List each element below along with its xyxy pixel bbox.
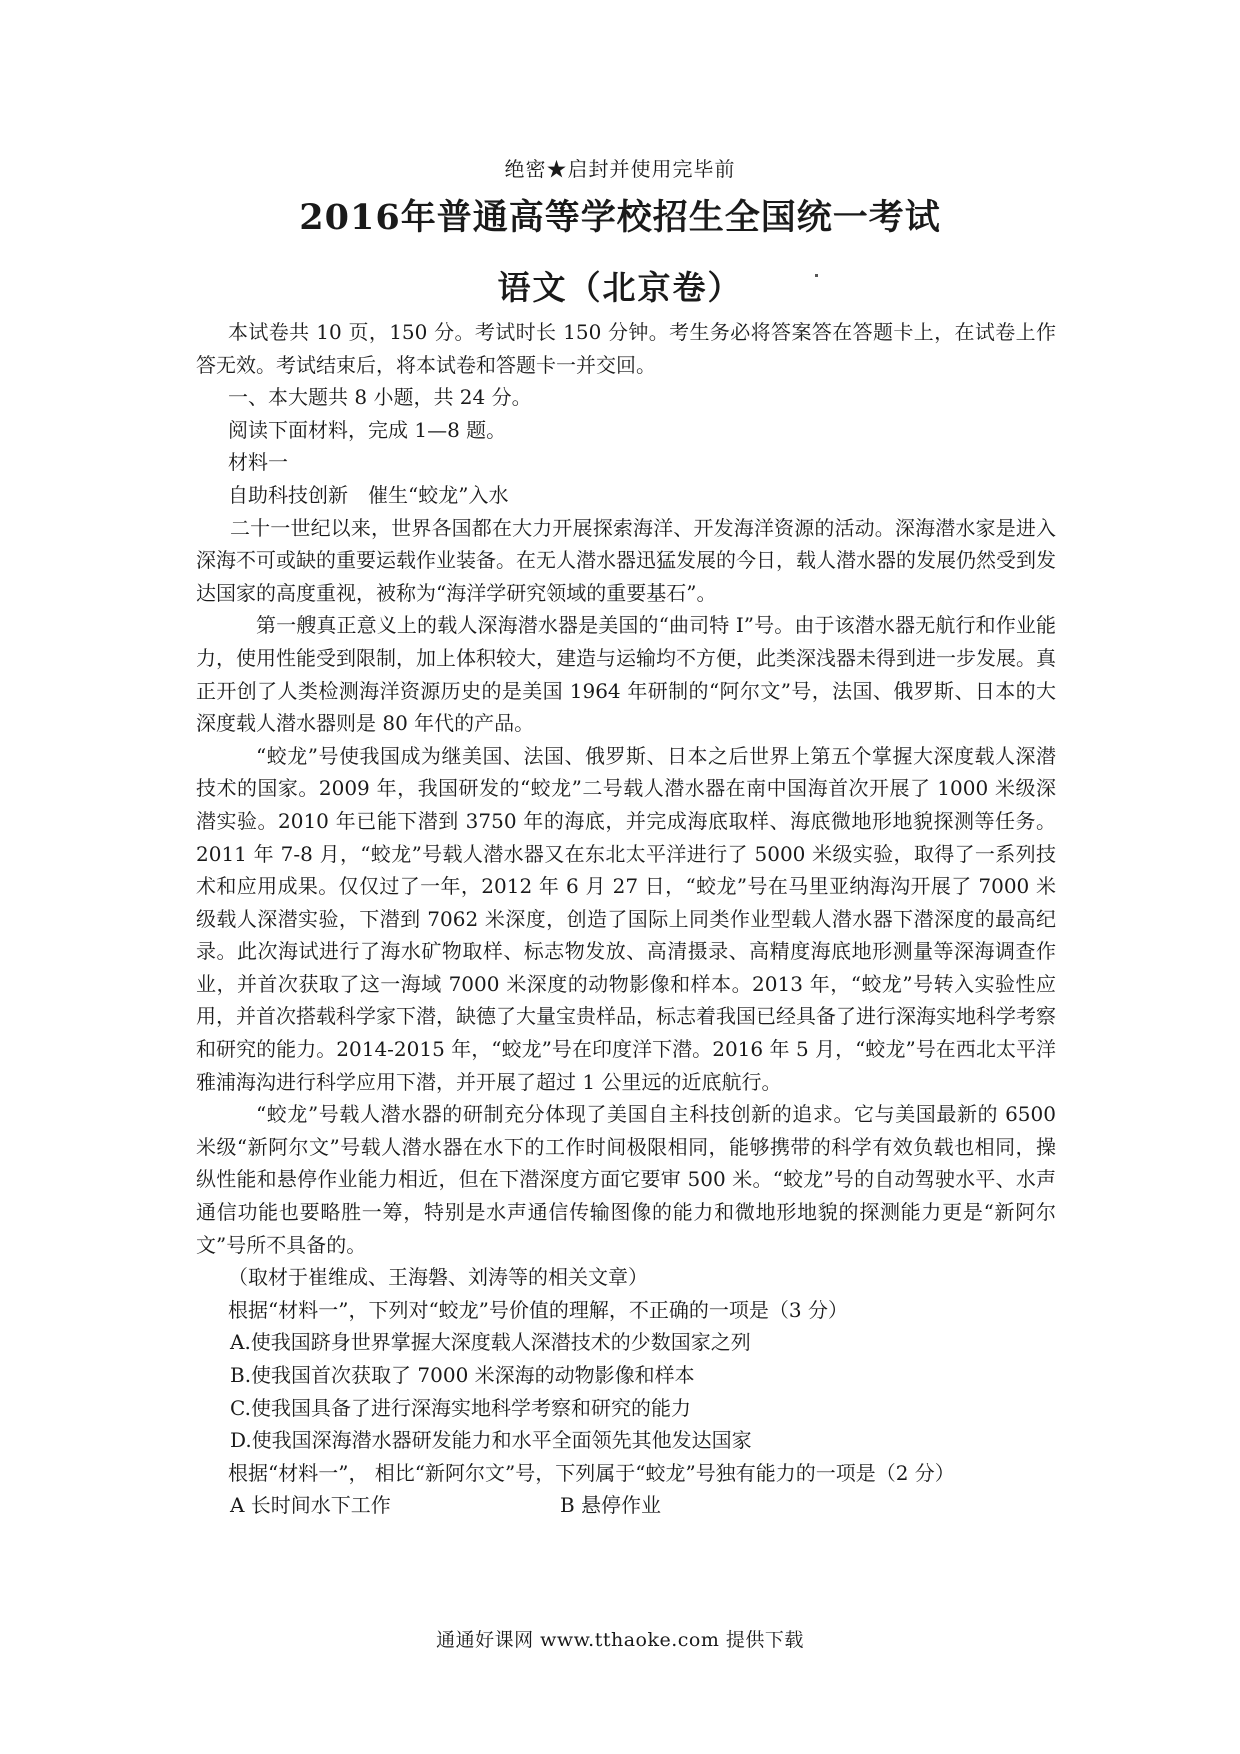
question-2-stem: 根据“材料一”， 相比“新阿尔文”号，下列属于“蛟龙”号独有能力的一项是（2 分）: [228, 1460, 955, 1485]
material-label: 材料一: [228, 450, 288, 475]
question-2-option-b: B 悬停作业: [560, 1493, 662, 1518]
confidential-notice: 绝密★启封并使用完毕前: [504, 157, 736, 181]
material-title: 自助科技创新 催生“蛟龙”入水: [228, 482, 509, 507]
question-1-option-a: A.使我国跻身世界掌握大深度载人深潜技术的少数国家之列: [230, 1330, 751, 1355]
footer-source: 通通好课网 www.tthaoke.com 提供下载: [436, 1629, 804, 1651]
material-paragraph: “蛟龙”号载人潜水器的研制充分体现了美国自主科技创新的追求。它与美国最新的 6500 米级“新阿尔文”号载人潜水器在水下的工作时间极限相同，能够携带的科学有效负载也相同，操纵性能和悬停作业能力相近，但在下潜深度方面它要审 500 米。“蛟龙”号的自动驾驶水平、水声通信功能也要略胜一筹，特别是水声通信传输图像的能力和微地形地貌的探测能力更是“新阿尔文”号所不具备的。: [196, 1102, 1056, 1257]
material-paragraph: “蛟龙”号使我国成为继美国、法国、俄罗斯、日本之后世界上第五个掌握大深度载人深潜技术的国家。2009 年，我国研发的“蛟龙”二号载人潜水器在南中国海首次开展了 1000 米级深潜实验。2010 年已能下潜到 3750 年的海底，并完成海底取样、海底微地形地貌探测等任务。2011 年 7-8 月，“蛟龙”号载人潜水器又在东北太平洋进行了 5000 米级实验，取得了一系列技术和应用成果。仅仅过了一年，2012 年 6 月 27 日，“蛟龙”号在马里亚纳海沟开展了 7000 米级载人深潜实验，下潜到 7062 米深度，创造了国际上同类作业型载人潜水器下潜深度的最高纪录。此次海试进行了海水矿物取样、标志物发放、高清摄录、高精度海底地形测量等深海调查作业，并首次获取了这一海域 7000 米深度的动物影像和样本。2013 年，“蛟龙”号转入实验性应用，并首次搭载科学家下潜，缺德了大量宝贵样品，标志着我国已经具备了进行深海实地科学考察和研究的能力。2014-2015 年，“蛟龙”号在印度洋下潜。2016 年 5 月，“蛟龙”号在西北太平洋雅浦海沟进行科学应用下潜，并开展了超过 1 公里远的近底航行。: [196, 743, 1056, 1094]
intro-paragraph: 本试卷共 10 页，150 分。考试时长 150 分钟。考生务必将答案答在答题卡上，在试卷上作答无效。考试结束后，将本试卷和答题卡一并交回。: [196, 320, 1056, 377]
question-1-option-b: B.使我国首次获取了 7000 米深海的动物影像和样本: [230, 1363, 695, 1387]
question-1-option-c: C.使我国具备了进行深海实地科学考察和研究的能力: [230, 1395, 691, 1420]
material-paragraph: 二十一世纪以来，世界各国都在大力开展探索海洋、开发海洋资源的活动。深海潜水家是进入深海不可或缺的重要运载作业装备。在无人潜水器迅猛发展的今日，载人潜水器的发展仍然受到发达国家的高度重视，被称为“海洋学研究领域的重要基石”。: [196, 515, 1056, 605]
scan-mark: [815, 274, 818, 277]
question-1-stem: 根据“材料一”，下列对“蛟龙”号价值的理解，不正确的一项是（3 分）: [228, 1297, 848, 1322]
material-source: （取材于崔维成、王海磐、刘涛等的相关文章）: [228, 1265, 648, 1290]
exam-title: 2016年普通高等学校招生全国统一考试: [299, 197, 941, 238]
exam-subtitle: 语文（北京卷）: [497, 268, 743, 307]
question-2-option-a: A 长时间水下工作: [230, 1493, 391, 1518]
material-paragraph: 第一艘真正意义上的载人深海潜水器是美国的“曲司特 I”号。由于该潜水器无航行和作业能力，使用性能受到限制，加上体积较大，建造与运输均不方便，此类深浅器未得到进一步发展。真正开创了人类检测海洋资源历史的是美国 1964 年研制的“阿尔文”号，法国、俄罗斯、日本的大深度载人潜水器则是 80 年代的产品。: [196, 613, 1056, 736]
question-1-option-d: D.使我国深海潜水器研发能力和水平全面领先其他发达国家: [230, 1428, 752, 1453]
exam-body: [196, 316, 1056, 1522]
reading-instruction: 阅读下面材料，完成 1—8 题。: [228, 417, 507, 442]
question-2-options: [196, 1489, 1056, 1522]
section-heading: 一、本大题共 8 小题，共 24 分。: [228, 385, 532, 410]
